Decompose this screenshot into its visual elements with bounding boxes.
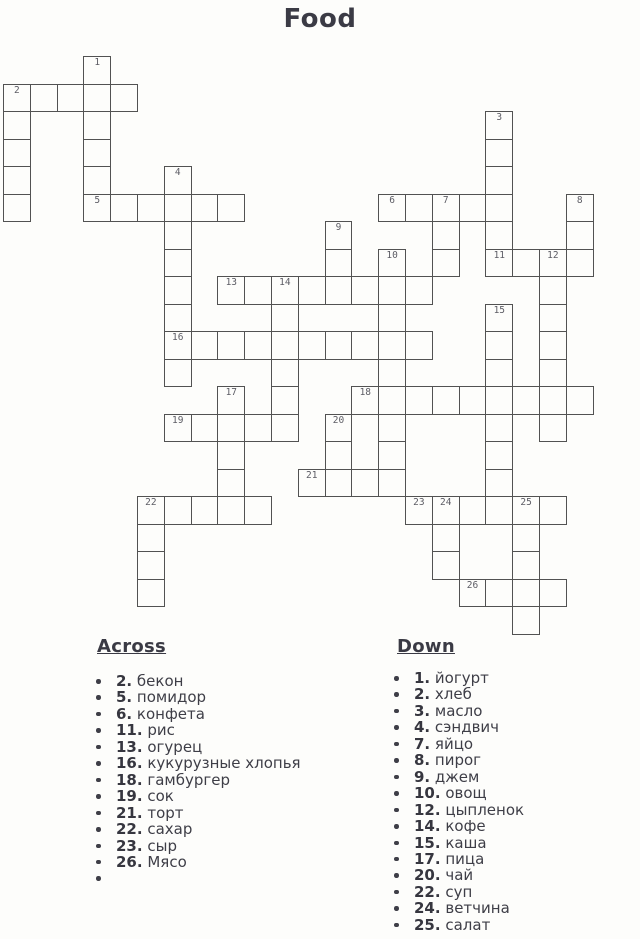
grid-cell — [485, 249, 513, 278]
grid-cell — [512, 524, 540, 553]
clue-number: 11. — [116, 721, 143, 740]
grid-cell — [3, 194, 31, 223]
clue-number: 26. — [116, 852, 143, 871]
clue-text: ветчина — [445, 899, 510, 918]
clue-item — [95, 838, 301, 854]
grid-cell — [191, 414, 219, 443]
grid-cell — [351, 386, 379, 415]
down-clues — [393, 636, 524, 933]
grid-cell — [351, 469, 379, 498]
clue-number: 6. — [116, 704, 133, 723]
clue-number: 15. — [414, 833, 441, 852]
cell-number: 11 — [493, 249, 506, 261]
clue-text: торт — [147, 803, 184, 822]
page-title: Food — [283, 4, 357, 34]
grid-cell — [432, 496, 460, 525]
grid-cell — [485, 194, 513, 223]
grid-cell — [137, 496, 165, 525]
grid-cell — [217, 276, 245, 305]
grid-cell — [83, 84, 111, 113]
clue-number: 9. — [414, 767, 431, 786]
grid-cell — [325, 331, 353, 360]
grid-cell — [378, 194, 406, 223]
cell-number: 9 — [335, 222, 342, 233]
grid-cell — [164, 496, 192, 525]
grid-cell — [164, 304, 192, 333]
cell-number: 16 — [171, 332, 184, 343]
clue-item — [393, 818, 524, 834]
grid-cell — [378, 304, 406, 333]
clue-text: огурец — [147, 737, 203, 756]
clue-text: хлеб — [434, 685, 472, 704]
clue-text: салат — [445, 915, 491, 934]
grid-cell — [325, 249, 353, 278]
cell-number: 8 — [576, 194, 583, 206]
cell-number: 13 — [225, 277, 238, 288]
clue-item — [95, 706, 301, 722]
grid-cell — [83, 56, 111, 85]
grid-cell — [325, 221, 353, 250]
clue-text: кукурузные хлопья — [147, 754, 301, 773]
grid-cell — [217, 414, 245, 443]
grid-cell — [485, 221, 513, 250]
grid-cell — [137, 524, 165, 553]
grid-cell — [485, 304, 513, 333]
clue-text: сэндвич — [434, 718, 500, 737]
grid-cell — [512, 249, 540, 278]
grid-cell — [325, 441, 353, 470]
clue-text: кофе — [445, 817, 486, 836]
clue-item — [95, 722, 301, 738]
clue-item — [95, 870, 301, 886]
grid-cell — [271, 276, 299, 305]
clue-text: цыпленок — [445, 800, 525, 819]
clue-item — [393, 769, 524, 785]
grid-cell — [217, 386, 245, 415]
grid-cell — [539, 414, 567, 443]
grid-cell — [164, 276, 192, 305]
clue-item — [95, 739, 301, 755]
grid-cell — [271, 386, 299, 415]
grid-cell — [325, 469, 353, 498]
grid-cell — [566, 221, 594, 250]
clue-number: 4. — [414, 718, 431, 737]
across-list — [95, 673, 301, 887]
grid-cell — [432, 386, 460, 415]
grid-cell — [164, 414, 192, 443]
grid-cell — [566, 386, 594, 415]
clue-number: 23. — [116, 836, 143, 855]
grid-cell — [271, 414, 299, 443]
cell-number: 26 — [466, 579, 479, 591]
grid-cell — [432, 551, 460, 580]
grid-cell — [137, 194, 165, 223]
cell-number: 22 — [145, 497, 157, 508]
clue-number: 8. — [414, 751, 431, 770]
grid-cell — [405, 496, 433, 525]
grid-cell — [539, 249, 567, 278]
cell-number: 23 — [413, 497, 425, 508]
grid-cell — [271, 331, 299, 360]
cell-number: 12 — [547, 249, 559, 261]
clue-text: сахар — [147, 820, 193, 839]
clue-number: 20. — [414, 866, 441, 885]
grid-cell — [566, 249, 594, 278]
crossword-grid — [3, 56, 599, 636]
clue-item — [95, 788, 301, 804]
grid-cell — [512, 386, 540, 415]
clue-item — [95, 755, 301, 771]
clue-item — [95, 821, 301, 837]
clue-text: масло — [434, 701, 483, 720]
clue-text: овощ — [445, 784, 487, 803]
grid-cell — [405, 386, 433, 415]
clue-item — [95, 805, 301, 821]
clue-item — [393, 752, 524, 768]
clue-item — [393, 917, 524, 933]
grid-cell — [539, 496, 567, 525]
clue-number: 18. — [116, 770, 143, 789]
clue-item — [393, 703, 524, 719]
across-clues — [95, 636, 301, 887]
cell-number: 1 — [94, 57, 101, 68]
clue-item — [95, 854, 301, 870]
cell-number: 17 — [225, 387, 238, 398]
clue-item — [393, 719, 524, 735]
clue-number: 1. — [414, 669, 431, 687]
clue-number: 2. — [414, 685, 431, 704]
grid-cell — [298, 331, 326, 360]
grid-cell — [351, 331, 379, 360]
grid-cell — [378, 469, 406, 498]
grid-cell — [164, 194, 192, 223]
grid-cell — [83, 139, 111, 168]
clue-text: йогурт — [434, 669, 489, 687]
clue-text: каша — [445, 833, 487, 852]
clue-item — [393, 802, 524, 818]
grid-cell — [485, 139, 513, 168]
grid-cell — [378, 441, 406, 470]
grid-cell — [485, 469, 513, 498]
clue-text: рис — [147, 721, 175, 740]
clue-item — [393, 670, 524, 686]
clue-item — [95, 772, 301, 788]
grid-cell — [512, 606, 540, 635]
grid-cell — [3, 84, 31, 113]
clue-text: суп — [445, 882, 473, 901]
clue-text: Мясо — [147, 852, 187, 871]
grid-cell — [539, 276, 567, 305]
grid-cell — [405, 276, 433, 305]
grid-cell — [244, 496, 272, 525]
grid-cell — [217, 194, 245, 223]
cell-number: 14 — [279, 277, 291, 288]
grid-cell — [164, 166, 192, 195]
clue-number: 22. — [414, 882, 441, 901]
clue-number: 19. — [116, 787, 143, 806]
clue-number: 13. — [116, 737, 143, 756]
grid-cell — [351, 276, 379, 305]
grid-cell — [378, 331, 406, 360]
clue-item — [95, 673, 301, 689]
grid-cell — [512, 551, 540, 580]
clue-number: 22. — [116, 820, 143, 839]
grid-cell — [512, 496, 540, 525]
grid-cell — [539, 331, 567, 360]
grid-cell — [539, 386, 567, 415]
clue-number: 3. — [414, 701, 431, 720]
grid-cell — [164, 249, 192, 278]
grid-cell — [164, 331, 192, 360]
grid-cell — [378, 249, 406, 278]
clue-text: помидор — [136, 688, 207, 707]
grid-cell — [244, 331, 272, 360]
grid-cell — [217, 441, 245, 470]
clue-text: пица — [445, 849, 485, 868]
grid-cell — [378, 359, 406, 388]
grid-cell — [137, 551, 165, 580]
clue-text: сок — [147, 787, 174, 806]
grid-cell — [432, 194, 460, 223]
cell-number: 3 — [496, 112, 503, 123]
grid-cell — [485, 331, 513, 360]
clue-number: 5. — [116, 688, 133, 707]
cell-number: 25 — [520, 497, 532, 508]
grid-cell — [244, 276, 272, 305]
grid-cell — [83, 166, 111, 195]
grid-cell — [485, 111, 513, 140]
grid-cell — [3, 111, 31, 140]
clue-item — [393, 736, 524, 752]
grid-cell — [3, 166, 31, 195]
clue-number: 17. — [414, 849, 441, 868]
grid-cell — [485, 496, 513, 525]
clue-number: 2. — [116, 672, 133, 690]
grid-cell — [298, 469, 326, 498]
cell-number: 21 — [305, 469, 318, 481]
grid-cell — [566, 194, 594, 223]
grid-cell — [271, 304, 299, 333]
clue-item — [95, 689, 301, 705]
grid-cell — [298, 276, 326, 305]
grid-cell — [485, 441, 513, 470]
grid-cell — [217, 496, 245, 525]
clue-item — [393, 686, 524, 702]
clue-text: чай — [445, 866, 474, 885]
grid-cell — [325, 276, 353, 305]
grid-cell — [539, 359, 567, 388]
grid-cell — [378, 414, 406, 443]
clue-number: 12. — [414, 800, 441, 819]
clue-item — [393, 851, 524, 867]
cell-number: 15 — [493, 304, 506, 316]
grid-cell — [164, 359, 192, 388]
grid-cell — [485, 166, 513, 195]
clue-text: гамбургер — [147, 770, 231, 789]
clue-number: 24. — [414, 899, 441, 918]
grid-cell — [405, 331, 433, 360]
cell-number: 2 — [14, 84, 20, 96]
clue-text: яйцо — [434, 734, 474, 753]
across-heading: Across — [97, 636, 167, 657]
down-heading: Down — [397, 636, 455, 657]
cell-number: 5 — [94, 194, 101, 206]
cell-number: 20 — [332, 414, 345, 426]
cell-number: 4 — [174, 167, 181, 178]
clue-number: 7. — [414, 734, 431, 753]
cell-number: 10 — [386, 249, 398, 261]
clue-text: сыр — [147, 836, 177, 855]
grid-cell — [459, 194, 487, 223]
cell-number: 18 — [359, 387, 372, 398]
clue-number: 14. — [414, 817, 441, 836]
clue-number: 25. — [414, 915, 441, 934]
clue-number: 16. — [116, 754, 143, 773]
grid-cell — [378, 276, 406, 305]
cell-number: 6 — [389, 194, 395, 206]
grid-cell — [3, 139, 31, 168]
grid-cell — [191, 496, 219, 525]
cell-number: 19 — [171, 414, 184, 426]
grid-cell — [325, 414, 353, 443]
grid-cell — [512, 579, 540, 608]
cell-number: 24 — [439, 497, 452, 508]
grid-cell — [271, 359, 299, 388]
grid-cell — [539, 579, 567, 608]
grid-cell — [244, 414, 272, 443]
grid-cell — [378, 386, 406, 415]
clue-item — [393, 867, 524, 883]
grid-cell — [191, 194, 219, 223]
grid-cell — [485, 579, 513, 608]
grid-cell — [459, 386, 487, 415]
grid-cell — [485, 386, 513, 415]
clue-number: 10. — [414, 784, 441, 803]
clue-text: конфета — [136, 704, 205, 723]
grid-cell — [459, 496, 487, 525]
clue-item — [393, 785, 524, 801]
cell-number: 7 — [442, 194, 449, 206]
grid-cell — [110, 194, 138, 223]
clue-text: джем — [434, 767, 480, 786]
clue-item — [393, 884, 524, 900]
grid-cell — [539, 304, 567, 333]
grid-cell — [432, 221, 460, 250]
clue-text: бекон — [136, 672, 184, 690]
down-list — [393, 670, 524, 933]
grid-cell — [110, 84, 138, 113]
clue-item — [393, 900, 524, 916]
grid-cell — [83, 111, 111, 140]
grid-cell — [137, 579, 165, 608]
grid-cell — [217, 331, 245, 360]
grid-cell — [30, 84, 58, 113]
grid-cell — [459, 579, 487, 608]
grid-cell — [485, 359, 513, 388]
clue-item — [393, 835, 524, 851]
clue-text: пирог — [434, 751, 482, 770]
grid-cell — [485, 414, 513, 443]
grid-cell — [191, 331, 219, 360]
clue-number: 21. — [116, 803, 143, 822]
grid-cell — [405, 194, 433, 223]
grid-cell — [432, 249, 460, 278]
grid-cell — [164, 221, 192, 250]
grid-cell — [432, 524, 460, 553]
grid-cell — [57, 84, 85, 113]
grid-cell — [217, 469, 245, 498]
grid-cell — [83, 194, 111, 223]
